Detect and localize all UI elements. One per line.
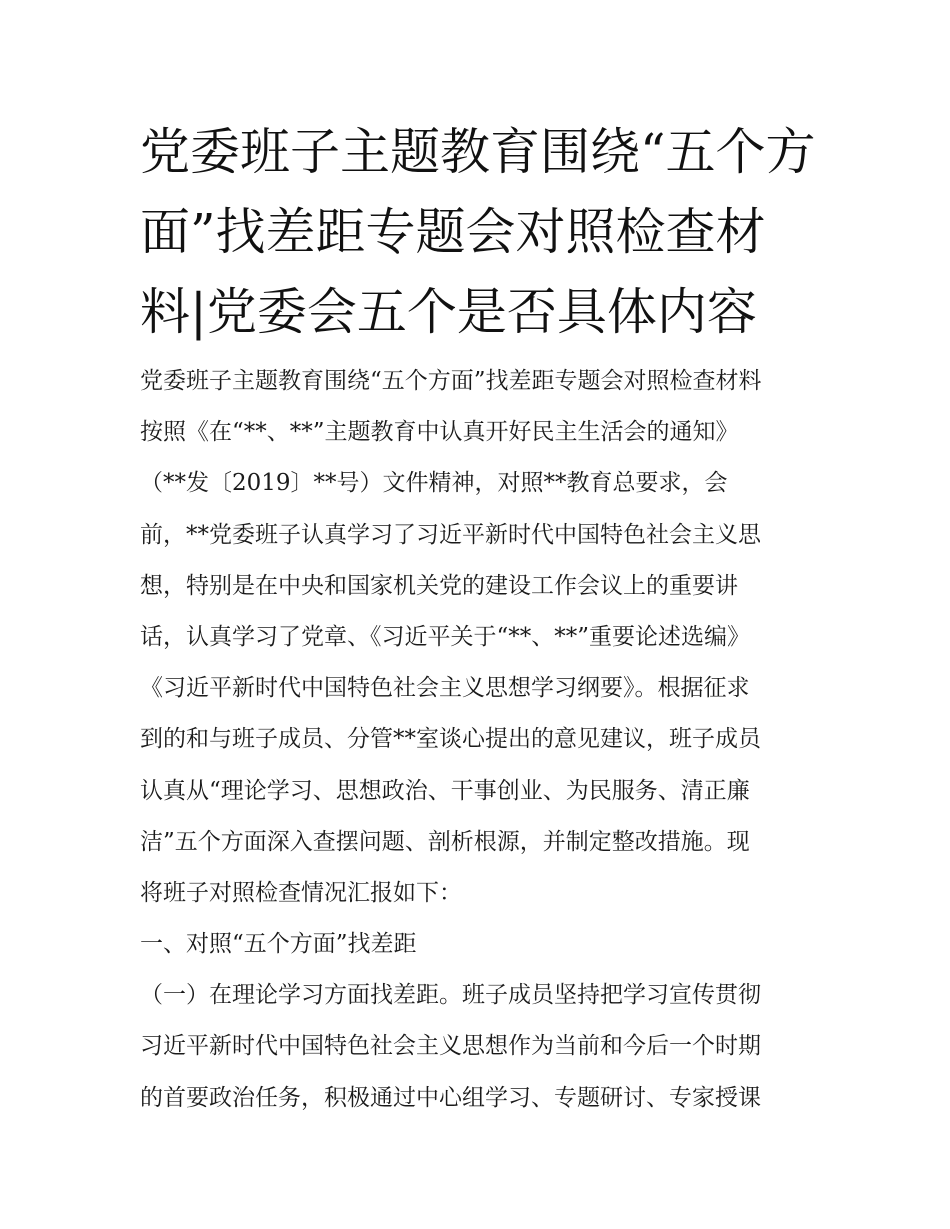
body-line: 的首要政治任务，积极通过中心组学习、专题研讨、专家授课 bbox=[140, 1084, 761, 1111]
body-line: 将班子对照检查情况汇报如下： bbox=[140, 879, 462, 906]
document-title bbox=[140, 112, 840, 352]
body-line: 《习近平新时代中国特色社会主义思想学习纲要》。根据征求 bbox=[140, 675, 750, 702]
document-body bbox=[140, 356, 830, 1124]
body-line: （一）在理论学习方面找差距。班子成员坚持把学习宣传贯彻 bbox=[140, 982, 761, 1009]
title-line: 党委班子主题教育围绕“五个方 bbox=[140, 123, 816, 181]
body-line: 前，**党委班子认真学习了习近平新时代中国特色社会主义思 bbox=[140, 521, 761, 548]
section-heading: 一、对照“五个方面”找差距 bbox=[140, 931, 417, 958]
body-line: 洁”五个方面深入查摆问题、剖析根源，并制定整改措施。现 bbox=[140, 828, 750, 855]
body-line: 习近平新时代中国特色社会主义思想作为当前和今后一个时期 bbox=[140, 1033, 761, 1060]
title-line: 料|党委会五个是否具体内容 bbox=[140, 283, 757, 341]
body-line: 想，特别是在中央和国家机关党的建设工作会议上的重要讲 bbox=[140, 572, 738, 599]
body-line: 话，认真学习了党章、《习近平关于“**、**”重要论述选编》 bbox=[140, 623, 751, 650]
body-line: 认真从“理论学习、思想政治、干事创业、为民服务、清正廉 bbox=[140, 777, 750, 804]
body-line: 按照《在“**、**”主题教育中认真开好民主生活会的通知》 bbox=[140, 419, 739, 446]
title-line: 面”找差距专题会对照检查材 bbox=[140, 203, 766, 261]
body-line: （**发〔2019〕**号）文件精神，对照**教育总要求，会 bbox=[140, 470, 728, 497]
body-line: 到的和与班子成员、分管**室谈心提出的意见建议，班子成员 bbox=[140, 726, 761, 753]
body-line: 党委班子主题教育围绕“五个方面”找差距专题会对照检查材料 bbox=[140, 368, 762, 394]
